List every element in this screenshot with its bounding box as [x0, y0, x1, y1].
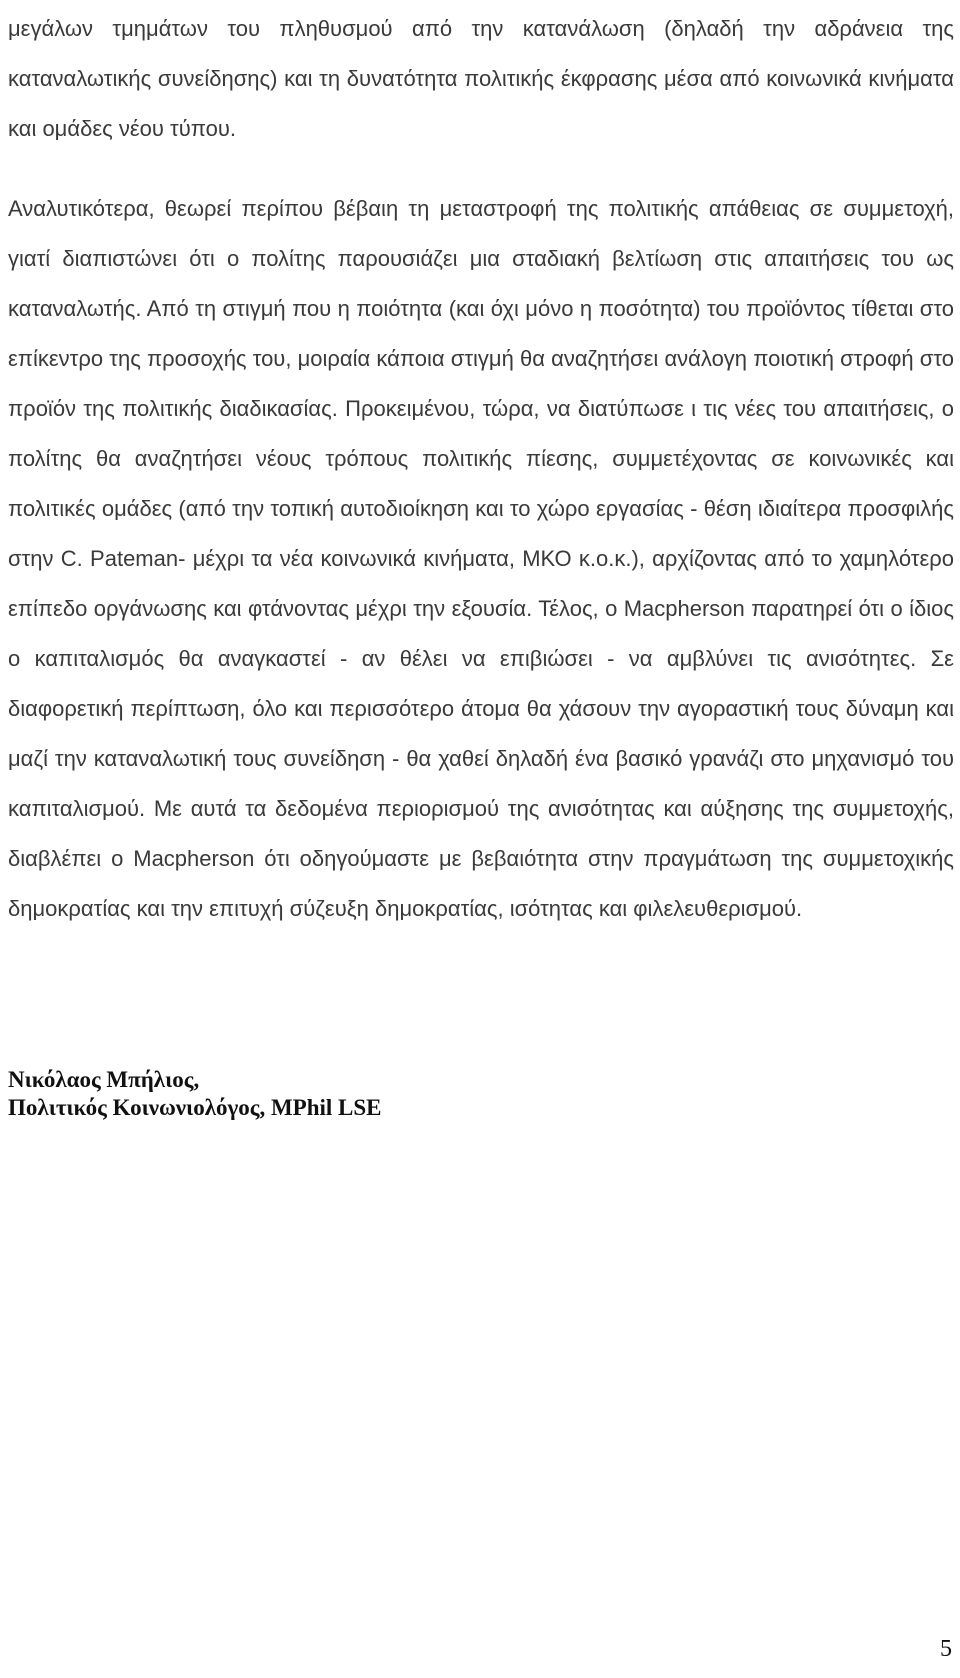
paragraph-1: μεγάλων τμημάτων του πληθυσμού από την κατανάλωση (δηλαδή την αδράνεια της καταναλωτικής συνείδησης) και τη δυνατότητα πολιτικής έκφρασης μέσα από κοινωνικά κινήματα και ομάδες νέου τύπου. [8, 16, 954, 141]
author-title: Πολιτικός Κοινωνιολόγος, MPhil LSE [8, 1095, 382, 1120]
paragraph-2: Αναλυτικότερα, θεωρεί περίπου βέβαιη τη μεταστροφή της πολιτικής απάθειας σε συμμετοχή, γιατί διαπιστώνει ότι ο πολίτης παρουσιάζει μια σταδιακή βελτίωση στις απαιτήσεις του ως καταναλωτής. Από τη στιγμή που η ποιότητα (και όχι μόνο η ποσότητα) του προϊόντος τίθεται στο επίκεντρο της προσοχής του, μοιραία κάποια στιγμή θα αναζητήσει ανάλογη ποιοτική στροφή στο προϊόν της πολιτικής διαδικασίας. Προκειμένου, τώρα, να διατύπωσε ι τις νέες του απαιτήσεις, ο πολίτης θα αναζητήσει νέους τρόπους πολιτικής πίεσης, συμμετέχοντας σε κοινωνικές και πολιτικές ομάδες (από την τοπική αυτοδιοίκηση και το χώρο εργασίας - θέση ιδιαίτερα προσφιλής στην C. Pateman- μέχρι τα νέα κοινωνικά κινήματα, ΜΚΟ κ.ο.κ.), αρχίζοντας από το χαμηλότερο επίπεδο οργάνωσης και φτάνοντας μέχρι την εξουσία. Τέλος, ο Macpherson παρατηρεί ότι ο ίδιος ο καπιταλισμός θα αναγκαστεί - αν θέλει να επιβιώσει - να αμβλύνει τις ανισότητες. Σε διαφορετική περίπτωση, όλο και περισσότερο άτομα θα χάσουν την αγοραστική τους δύναμη και μαζί την καταναλωτική τους συνείδηση - θα χαθεί δηλαδή ένα βασικό γρανάζι στο μηχανισμό του καπιταλισμού. Με αυτά τα δεδομένα περιορισμού της ανισότητας και αύξησης της συμμετοχής, διαβλέπει ο Macpherson ότι οδηγούμαστε με βεβαιότητα στην πραγμάτωση της συμμετοχικής δημοκρατίας και την επιτυχή σύζευξη δημοκρατίας, ισότητας και φιλελευθερισμού. [8, 196, 954, 921]
author-name: Νικόλαος Μπήλιος, [8, 1067, 200, 1092]
page-number: 5 [940, 1636, 952, 1662]
signature-block [8, 1066, 382, 1122]
